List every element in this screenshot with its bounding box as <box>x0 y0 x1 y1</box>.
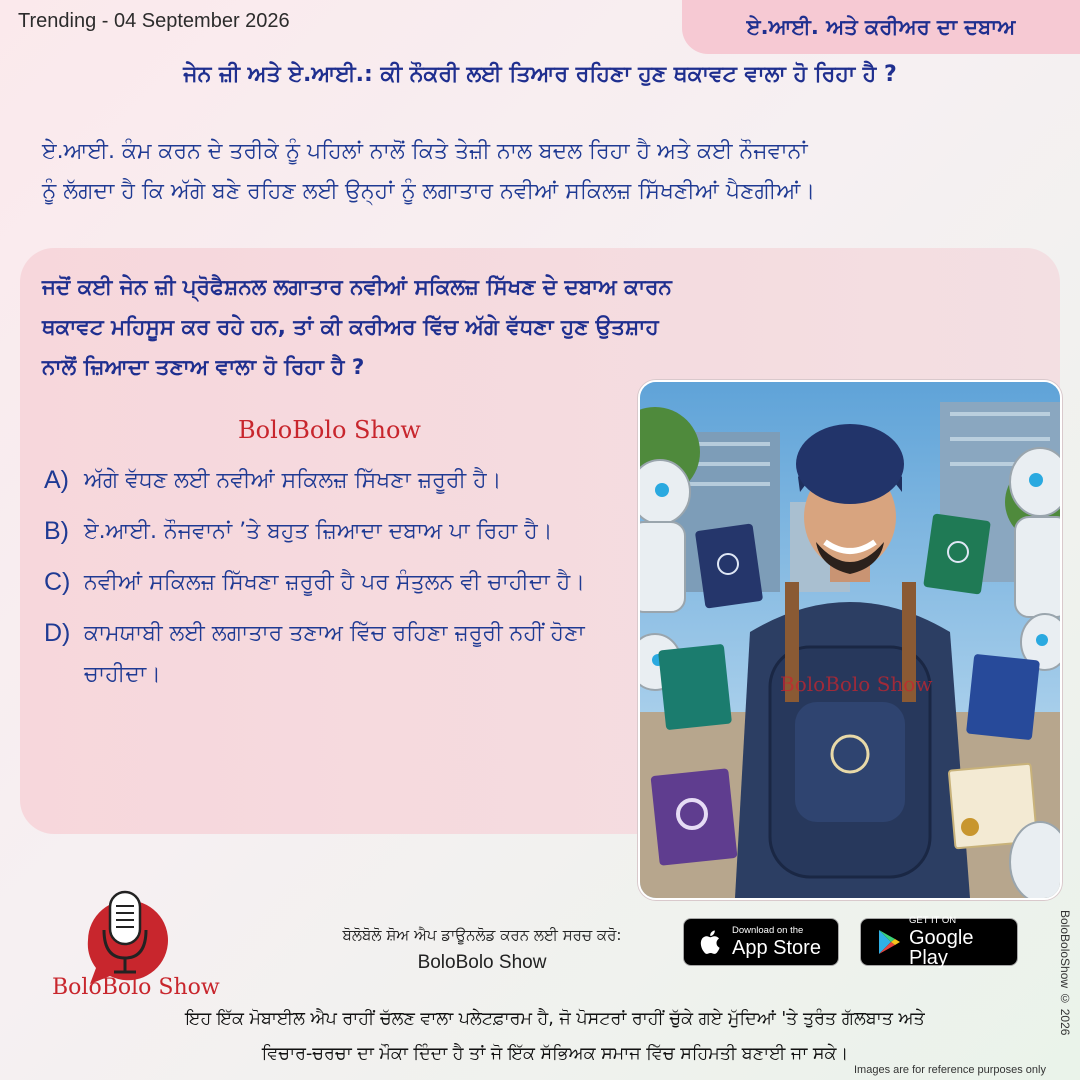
gplay-small-text: GET IT ON <box>909 915 957 927</box>
logo-wordmark: BoloBolo Show <box>52 975 220 1000</box>
apple-icon <box>696 927 726 957</box>
option-letter: A) <box>44 466 69 494</box>
option-letter: C) <box>44 568 71 596</box>
intro-paragraph <box>42 132 1052 212</box>
brand-watermark: BoloBolo Show <box>238 416 421 444</box>
option-letter: D) <box>44 619 71 647</box>
intro-line-2: ਨੂੰ ਲੱਗਦਾ ਹੈ ਕਿ ਅੱਗੇ ਬਣੇ ਰਹਿਣ ਲਈ ਉਨ੍ਹਾਂ ਨੂੰ ਲਗਾਤਾਰ ਨਵੀਆਂ ਸਕਿਲਜ਼ ਸਿੱਖਣੀਆਂ ਪੈਣਗੀਆਂ। <box>42 179 816 204</box>
poll-options <box>44 460 614 705</box>
question-line-3: ਨਾਲੋਂ ਜ਼ਿਆਦਾ ਤਣਾਅ ਵਾਲਾ ਹੋ ਰਿਹਾ ਹੈ ? <box>42 355 365 380</box>
gplay-big-text: Google Play <box>909 926 974 969</box>
app-store-button[interactable] <box>683 918 839 966</box>
option-letter: B) <box>44 517 69 545</box>
category-tag: ਏ.ਆਈ. ਅਤੇ ਕਰੀਅਰ ਦਾ ਦਬਾਅ <box>682 0 1080 54</box>
question-line-1: ਜਦੋਂ ਕਈ ਜੇਨ ਜ਼ੀ ਪ੍ਰੋਫੈਸ਼ਨਲ ਲਗਾਤਾਰ ਨਵੀਆਂ ਸਕਿਲਜ਼ ਸਿੱਖਣ ਦੇ ਦਬਾਅ ਕਾਰਨ <box>42 275 672 300</box>
footer-line-2: ਵਿਚਾਰ-ਚਰਚਾ ਦਾ ਮੌਕਾ ਦਿੰਦਾ ਹੈ ਤਾਂ ਜੋ ਇੱਕ ਸੱਭਿਅਕ ਸਮਾਜ ਵਿੱਚ ਸਹਿਮਤੀ ਬਣਾਈ ਜਾ ਸਕੇ। <box>261 1044 849 1064</box>
download-label: ਬੋਲੋਬੋਲੋ ਸ਼ੋਅ ਐਪ ਡਾਊਨਲੋਡ ਕਰਨ ਲਈ ਸਰਚ ਕਰੋ: <box>342 926 622 944</box>
appstore-big-text: App Store <box>732 936 821 959</box>
option-text: ਕਾਮਯਾਬੀ ਲਈ ਲਗਾਤਾਰ ਤਣਾਅ ਵਿੱਚ ਰਹਿਣਾ ਜ਼ਰੂਰੀ ਨਹੀਂ ਹੋਣਾ ਚਾਹੀਦਾ। <box>84 621 585 687</box>
trending-date: Trending - 04 September 2026 <box>18 10 290 32</box>
photo-watermark: BoloBolo Show <box>780 672 933 696</box>
footer-line-1: ਇਹ ਇੱਕ ਮੋਬਾਈਲ ਐਪ ਰਾਹੀਂ ਚੱਲਣ ਵਾਲਾ ਪਲੇਟਫ਼ਾਰਮ ਹੈ, ਜੋ ਪੋਸਟਰਾਂ ਰਾਹੀਂ ਚੁੱਕੇ ਗਏ ਮੁੱਦਿਆਂ 'ਤੇ ਤੁਰੰਤ ਗੱਲਬਾਤ ਅਤੇ <box>185 1009 925 1029</box>
option-a[interactable] <box>44 460 614 501</box>
intro-line-1: ਏ.ਆਈ. ਕੰਮ ਕਰਨ ਦੇ ਤਰੀਕੇ ਨੂੰ ਪਹਿਲਾਂ ਨਾਲੋਂ ਕਿਤੇ ਤੇਜ਼ੀ ਨਾਲ ਬਦਲ ਰਿਹਾ ਹੈ ਅਤੇ ਕਈ ਨੌਜਵਾਨਾਂ <box>42 139 808 164</box>
option-text: ਨਵੀਆਂ ਸਕਿਲਜ਼ ਸਿੱਖਣਾ ਜ਼ਰੂਰੀ ਹੈ ਪਰ ਸੰਤੁਲਨ ਵੀ ਚਾਹੀਦਾ ਹੈ। <box>84 570 586 595</box>
poll-question <box>42 268 962 388</box>
download-app-name: BoloBolo Show <box>417 952 547 973</box>
option-b[interactable] <box>44 511 614 552</box>
option-c[interactable] <box>44 562 614 603</box>
copyright: BoloBoloShow © 2026 <box>1058 910 1072 1036</box>
google-play-button[interactable] <box>860 915 1018 969</box>
appstore-small-text: Download on the <box>732 925 804 937</box>
google-play-icon <box>873 927 903 957</box>
option-d[interactable] <box>44 613 614 695</box>
option-text: ਏ.ਆਈ. ਨੌਜਵਾਨਾਂ ’ਤੇ ਬਹੁਤ ਜ਼ਿਆਦਾ ਦਬਾਅ ਪਾ ਰਿਹਾ ਹੈ। <box>84 519 553 544</box>
illustration-photo <box>638 380 1062 900</box>
question-line-2: ਥਕਾਵਟ ਮਹਿਸੂਸ ਕਰ ਰਹੇ ਹਨ, ਤਾਂ ਕੀ ਕਰੀਅਰ ਵਿੱਚ ਅੱਗੇ ਵੱਧਣਾ ਹੁਣ ਉਤਸ਼ਾਹ <box>42 315 659 340</box>
image-disclaimer: Images are for reference purposes only <box>854 1064 1046 1076</box>
footer-description <box>70 1002 1040 1072</box>
page-title: ਜੇਨ ਜ਼ੀ ਅਤੇ ਏ.ਆਈ.: ਕੀ ਨੌਕਰੀ ਲਈ ਤਿਆਰ ਰਹਿਣਾ ਹੁਣ ਥਕਾਵਟ ਵਾਲਾ ਹੋ ਰਿਹਾ ਹੈ ? <box>183 62 897 87</box>
download-instructions <box>280 922 684 976</box>
student-robots-illustration <box>640 382 1060 898</box>
option-text: ਅੱਗੇ ਵੱਧਣ ਲਈ ਨਵੀਆਂ ਸਕਿਲਜ਼ ਸਿੱਖਣਾ ਜ਼ਰੂਰੀ ਹੈ। <box>84 468 502 493</box>
